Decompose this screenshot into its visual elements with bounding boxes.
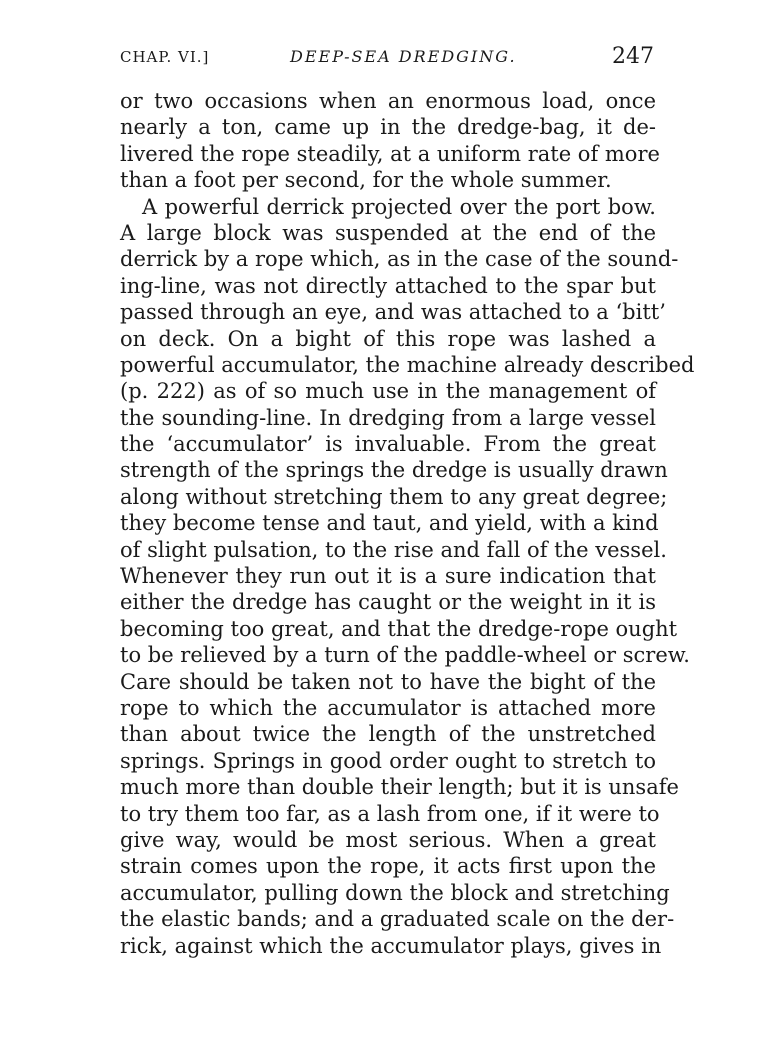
text-line: Care should be taken not to have the bight of the (120, 669, 656, 694)
text-line: passed through an eye, and was attached to a ‘bitt’ (120, 300, 666, 325)
text-line: powerful accumulator, the machine already described (120, 352, 695, 377)
text-line: ing-line, was not directly attached to the spar but (120, 273, 656, 298)
text-line: to try them too far, as a lash from one, if it were to (120, 801, 660, 826)
text-line: they become tense and taut, and yield, with a kind (120, 511, 659, 536)
text-line: becoming too great, and that the dredge-rope ought (120, 616, 678, 641)
text-line: than a foot per second, for the whole summer. (120, 168, 612, 193)
text-line: the ‘accumulator’ is invaluable. From the great (120, 432, 656, 457)
text-line: A powerful derrick projected over the port bow. (142, 194, 656, 219)
text-line: Whenever they run out it is a sure indication that (120, 564, 656, 589)
text-line: to be relieved by a turn of the paddle-wheel or screw. (120, 643, 690, 668)
page-number: 247 (612, 44, 654, 69)
text-line: either the dredge has caught or the weight in it is (120, 590, 656, 615)
text-line: strength of the springs the dredge is usually drawn (120, 458, 668, 483)
text-line: livered the rope steadily, at a uniform rate of more (120, 141, 660, 166)
text-line: rope to which the accumulator is attached more (120, 695, 656, 720)
text-line: A large block was suspended at the end of the (120, 220, 656, 245)
text-line: springs. Springs in good order ought to stretch to (120, 748, 656, 773)
text-line: the sounding-line. In dredging from a large vessel (120, 405, 656, 430)
running-title: DEEP-SEA DREDGING. (290, 47, 517, 66)
text-line: than about twice the length of the unstretched (120, 722, 656, 747)
text-line: much more than double their length; but it is unsafe (120, 775, 679, 800)
body-text (120, 88, 695, 959)
text-line: accumulator, pulling down the block and stretching (120, 880, 670, 905)
text-line: or two occasions when an enormous load, once (120, 89, 656, 113)
text-line: rick, against which the accumulator plays, gives in (120, 933, 662, 958)
text-line: (p. 222) as of so much use in the management of (120, 379, 656, 404)
text-line: strain comes upon the rope, it acts first upon the (120, 854, 656, 879)
text-line: nearly a ton, came up in the dredge-bag, it de- (120, 115, 656, 140)
text-line: of slight pulsation, to the rise and fall of the vessel. (120, 537, 667, 562)
text-line: the elastic bands; and a graduated scale on the der- (120, 907, 675, 932)
text-line: along without stretching them to any great degree; (120, 484, 668, 509)
text-line: derrick by a rope which, as in the case of the sound- (120, 247, 679, 272)
text-line: on deck. On a bight of this rope was lashed a (120, 326, 656, 351)
text-line: give way, would be most serious. When a great (120, 827, 656, 852)
chapter-label: CHAP. VI.] (120, 48, 210, 66)
running-header (120, 44, 656, 74)
